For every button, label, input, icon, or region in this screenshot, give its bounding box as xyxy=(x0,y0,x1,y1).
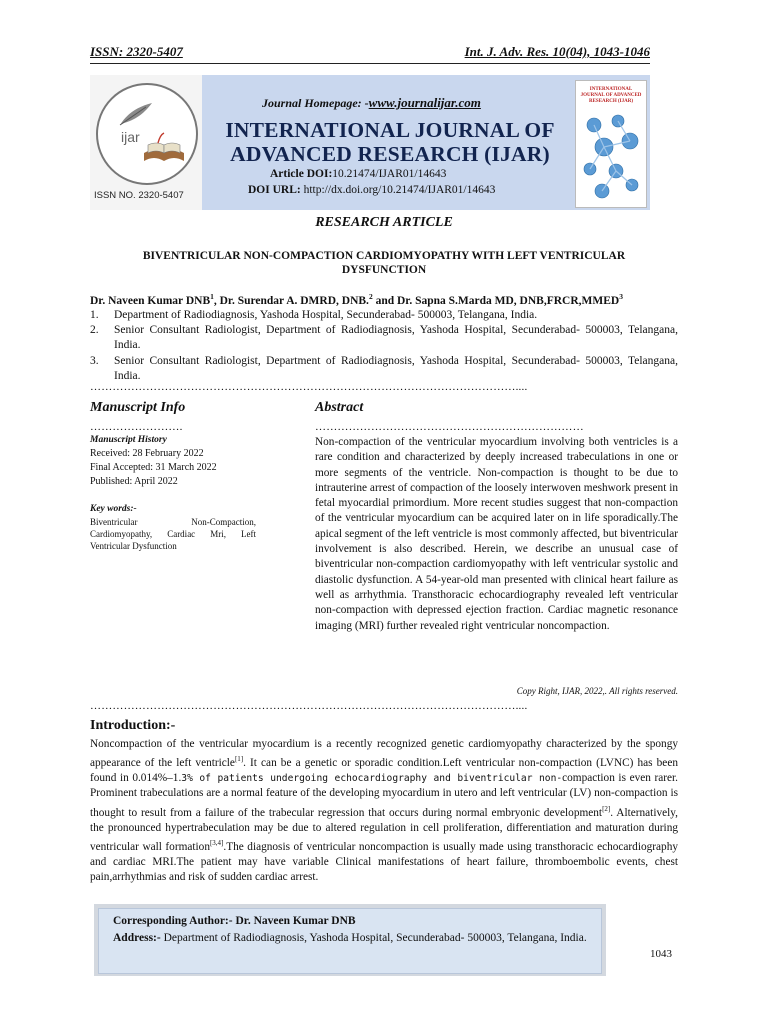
journal-homepage xyxy=(262,95,481,111)
intro-text-part: Noncompaction of the ventricular myocardium is a recently recognized genetic cardiomyopathy characterized by the spongy appearance of the left ventricle xyxy=(90,738,678,769)
running-header-issn: ISSN: 2320-5407 xyxy=(90,44,183,59)
running-header-citation: Int. J. Adv. Res. 10(04), 1043-1046 xyxy=(464,44,650,59)
affiliation-text: Senior Consultant Radiologist, Department of Radiodiagnosis, Yashoda Hospital, Secunderabad- 500003, Telangana, India. xyxy=(114,354,678,382)
citation-ref[interactable]: [1] xyxy=(234,755,244,764)
received-date: Received: 28 February 2022 xyxy=(90,448,204,459)
article-doi-label: Article DOI: xyxy=(270,168,333,180)
affiliation-text: Department of Radiodiagnosis, Yashoda Hospital, Secunderabad- 500003, Telangana, India. xyxy=(114,309,538,321)
affiliation-text: Senior Consultant Radiologist, Department of Radiodiagnosis, Yashoda Hospital, Secunderabad- 500003, Telangana, India. xyxy=(114,324,678,352)
article-title xyxy=(90,249,678,277)
abstract-heading: Abstract xyxy=(315,400,364,415)
homepage-link[interactable]: www.journalijar.com xyxy=(368,95,481,110)
introduction-text xyxy=(90,737,678,885)
citation-ref[interactable]: [3,4] xyxy=(209,838,224,847)
intro-text-part: .The diagnosis of ventricular noncompaction is usually made using transthoracic echocardiography and cardiac MRI.The patient may have variable Clinical manifestations of heart failure, thromboembolic events, chest pain,arrhythmias and risk of sudden cardiac arrest. xyxy=(90,840,678,883)
abstract-text: Non-compaction of the ventricular myocardium involving both ventricles is a rare condition and characterized by deeply increased trabeculations in one or more segments of the ventricle. Non-compaction is thought to be due to intrauterine arrest of compaction of the loosely interwoven meshwork present in fetal myocardial primordium. More recent studies suggest that non-compaction of the ventricular myocardium can be acquired later on in life sporadically.The apical segment of the left ventricle is most commonly affected, but biventricular involvement is also described. Herein, we describe an unusual case of biventricular non-compaction cardiomyopathy with left ventricular systolic and diastolic dysfunction. A 54-year-old man presented with clinical heart failure as well as arrhythmia. Transthoracic echocardiography revealed left ventricular non-compaction with depressed ejection fraction. Cardiac magnetic resonance imaging (MRI) further revealed right ventricular noncompaction. xyxy=(315,436,678,632)
accepted-date: Final Accepted: 31 March 2022 xyxy=(90,462,217,473)
intro-text-part: 3% of patients undergoing echocardiography and biventricular non- xyxy=(181,773,563,785)
doi-url-link[interactable]: http://dx.doi.org/10.21474/IJAR01/14643 xyxy=(300,184,496,196)
corresponding-author-box xyxy=(98,908,602,974)
affiliation-1 xyxy=(90,308,678,323)
logo-issn: ISSN NO. 2320-5407 xyxy=(94,190,184,201)
affiliation-2 xyxy=(90,323,678,353)
book-icon xyxy=(142,131,186,165)
journal-logo xyxy=(90,75,202,210)
doi-url-label: DOI URL: xyxy=(248,184,301,196)
manuscript-history-label: Manuscript History xyxy=(90,435,167,445)
abstract-separator: ……………………………………………………………… xyxy=(315,421,584,433)
article-title-line1: BIVENTRICULAR NON-COMPACTION CARDIOMYOPATHY WITH LEFT VENTRICULAR xyxy=(142,250,626,262)
journal-cover-image xyxy=(575,80,647,208)
corresponding-author-heading: Corresponding Author:- Dr. Naveen Kumar DNB xyxy=(113,915,356,927)
keywords: Biventricular Non-Compaction, Cardiomyopathy, Cardiac Mri, Left Ventricular Dysfunction xyxy=(90,517,256,551)
logo-emblem xyxy=(96,83,198,185)
cover-title: INTERNATIONAL JOURNAL OF ADVANCED RESEARCH (IJAR) xyxy=(580,87,642,104)
affiliation-number: 3. xyxy=(90,354,99,367)
introduction-heading: Introduction:- xyxy=(90,718,176,733)
author-3-affil: 3 xyxy=(619,292,623,301)
article-type: RESEARCH ARTICLE xyxy=(315,215,453,230)
published-date: Published: April 2022 xyxy=(90,476,178,487)
journal-title-line1: INTERNATIONAL JOURNAL OF xyxy=(225,118,555,142)
doi-url xyxy=(248,184,495,196)
address-label: Address:- xyxy=(113,932,161,944)
author-2-affil: 2 xyxy=(368,292,373,301)
separator-top: …………………………………………………………………………………………………….... xyxy=(90,381,528,393)
article-title-line2: DYSFUNCTION xyxy=(341,264,427,276)
header-rule xyxy=(90,63,650,64)
citation-ref[interactable]: [2] xyxy=(602,804,611,813)
affiliation-number: 2. xyxy=(90,324,99,337)
molecule-icon xyxy=(580,111,642,203)
manuscript-separator: ……………………. xyxy=(90,421,183,433)
intro-text-part: . Alternatively, the pronounced hypertrabeculation may be due to altered regulation in cell proliferation, differentiation and maturation during ventricular wall formation xyxy=(90,806,678,853)
author-list xyxy=(90,292,690,307)
author-1: Dr. Naveen Kumar DNB xyxy=(90,294,211,307)
journal-title-line2: ADVANCED RESEARCH (IJAR) xyxy=(230,142,550,166)
copyright-notice: Copy Right, IJAR, 2022,. All rights reserved. xyxy=(516,686,678,696)
author-2: , Dr. Surendar A. DMRD, DNB. xyxy=(213,294,369,307)
separator-bottom: …………………………………………………………………………………………………….... xyxy=(90,700,528,712)
affiliation-3 xyxy=(90,354,678,384)
quill-icon xyxy=(116,101,156,127)
affiliation-number: 1. xyxy=(90,309,99,321)
manuscript-info-heading: Manuscript Info xyxy=(90,400,186,415)
author-3: and Dr. Sapna S.Marda MD, DNB,FRCR,MMED xyxy=(372,294,620,307)
homepage-label: Journal Homepage: - xyxy=(262,96,369,110)
author-1-affil: 1 xyxy=(210,292,214,301)
intro-text-part: compaction is even rarer. Prominent trabeculations are a normal feature of the developing myocardium in utero and left ventricular (LV) non-compaction is thought to result from a failure of the trabecular regression that occurs during normal embryonic development xyxy=(90,772,679,819)
journal-title xyxy=(205,118,575,166)
article-doi-value: 10.21474/IJAR01/14643 xyxy=(332,168,447,180)
intro-text-part: . It can be a genetic or sporadic condition.Left ventricular non-compaction (LVNC) has been found in 0.014%–1. xyxy=(90,756,678,785)
logo-text: ijar xyxy=(121,129,140,145)
address-text: Department of Radiodiagnosis, Yashoda Hospital, Secunderabad- 500003, Telangana, India. xyxy=(160,932,587,944)
article-doi xyxy=(270,168,446,180)
corresponding-address xyxy=(113,931,588,946)
keywords-label: Key words:- xyxy=(90,504,137,514)
affiliations xyxy=(90,308,678,384)
page-number: 1043 xyxy=(650,948,672,960)
